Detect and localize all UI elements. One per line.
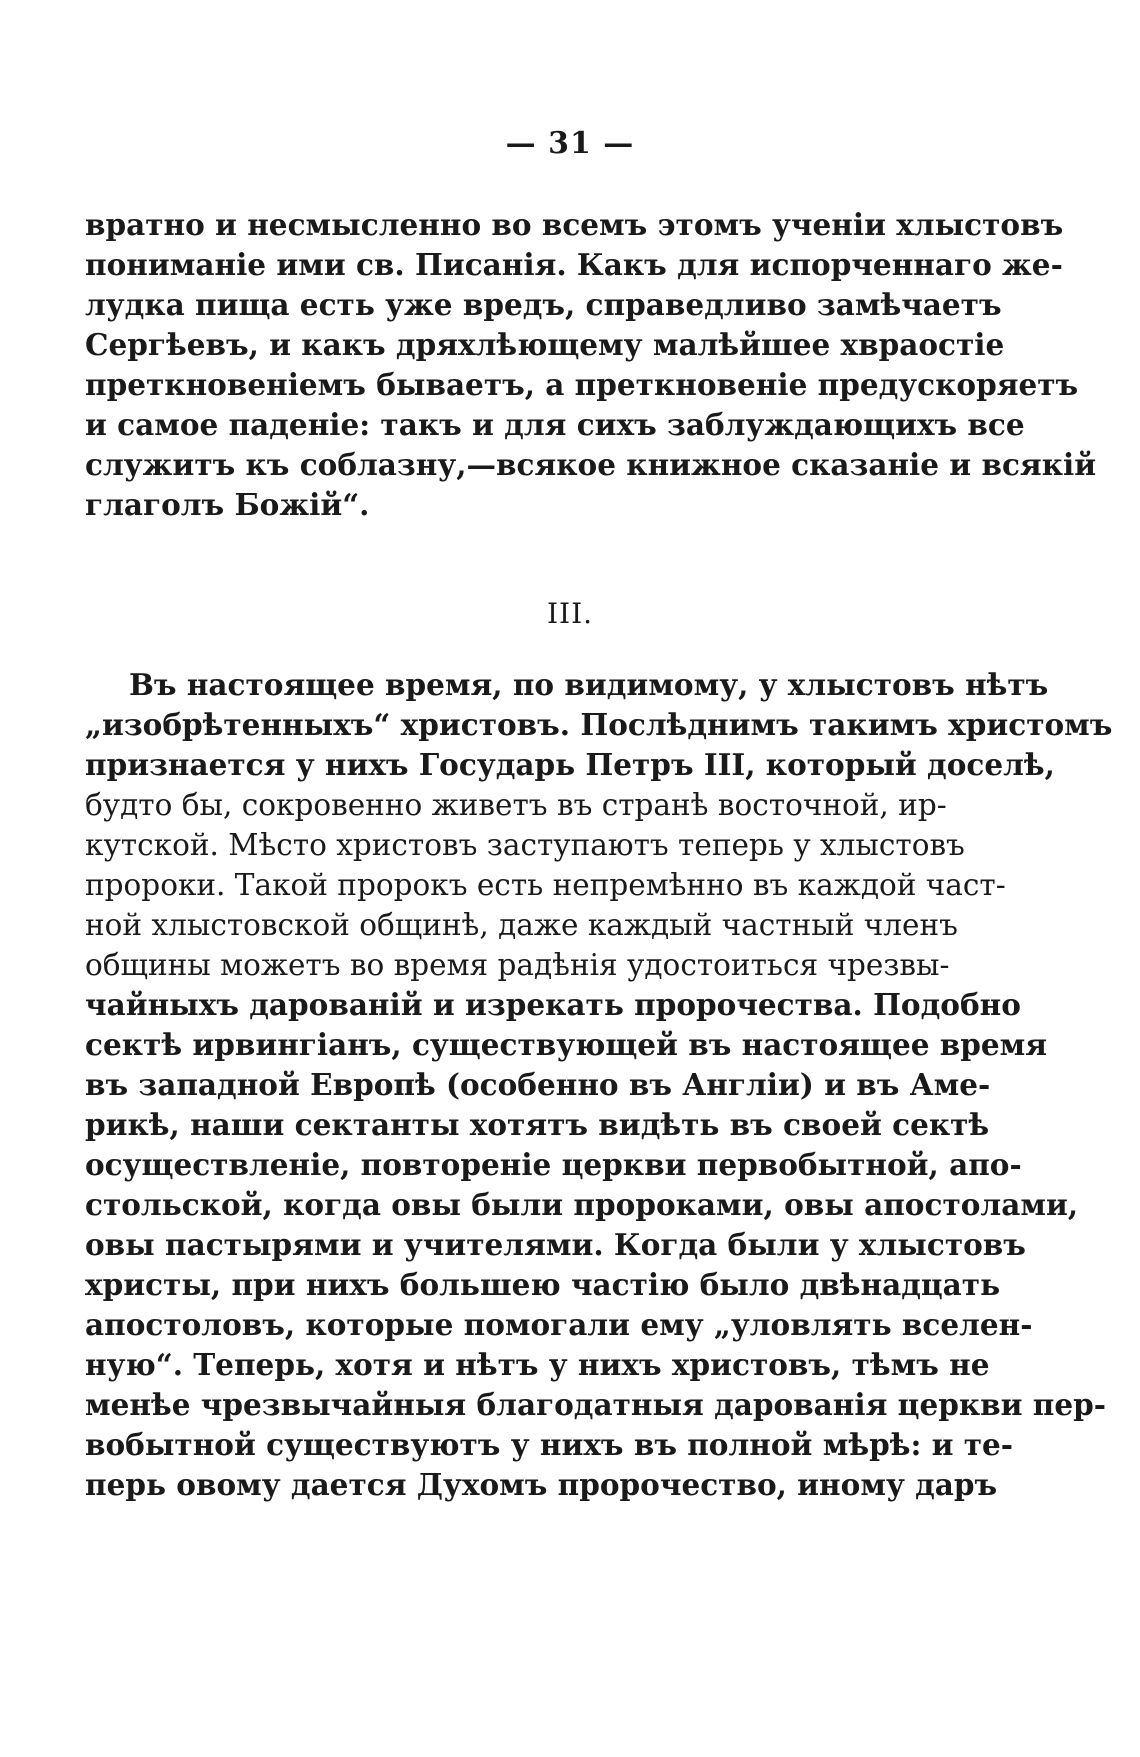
text-line: стольской, когда овы были пророками, овы апостолами, [85, 1187, 1079, 1222]
text-line: служитъ къ соблазну,—всякое книжное сказаніе и всякій [85, 447, 1097, 482]
text-line: въ западной Европѣ (особенно въ Англіи) и въ Аме- [85, 1067, 991, 1102]
text-line: преткновеніемъ бываетъ, а преткновеніе предускоряетъ [85, 367, 1079, 402]
text-line: пониманіе ими св. Писанія. Какъ для испорченнаго же- [85, 247, 1063, 282]
text-line: христы, при нихъ большею частію было двѣнадцать [85, 1267, 1001, 1302]
text-line: рикѣ, наши сектанты хотятъ видѣть въ своей сектѣ [85, 1107, 990, 1142]
text-line: общины можетъ во время радѣнія удостоиться чрезвы- [85, 948, 950, 982]
paragraph-section-3 [85, 665, 1113, 1505]
text-line: чайныхъ дарованій и изрекать пророчества. Подобно [85, 987, 1021, 1022]
text-line: пророки. Такой пророкъ есть непремѣнно въ каждой част- [85, 868, 1006, 902]
text-line: и самое паденіе: такъ и для сихъ заблуждающихъ все [85, 407, 1025, 442]
text-line: будто бы, сокровенно живетъ въ странѣ восточной, ир- [85, 788, 947, 822]
text-line: глаголъ Божій“. [85, 487, 370, 522]
text-line: кутской. Мѣсто христовъ заступаютъ теперь у хлыстовъ [85, 828, 965, 862]
text-line: вратно и несмысленно во всемъ этомъ ученіи хлыстовъ [85, 207, 1064, 242]
paragraph-continuation [85, 205, 1097, 525]
text-line: признается у нихъ Государь Петръ III, который доселѣ, [85, 747, 1055, 782]
text-line: вобытной существуютъ у нихъ въ полной мѣрѣ: и те- [85, 1427, 1014, 1462]
text-line: перь овому дается Духомъ пророчество, иному даръ [85, 1467, 998, 1502]
text-line: осуществленіе, повтореніе церкви первобытной, апо- [85, 1147, 1022, 1182]
text-line: лудка пища есть уже вредъ, справедливо замѣчаетъ [85, 287, 1002, 322]
text-line: овы пастырями и учителями. Когда были у хлыстовъ [85, 1227, 1026, 1262]
page-number: — 31 — [505, 126, 635, 161]
text-line: Въ настоящее время, по видимому, у хлыстовъ нѣтъ [129, 667, 1049, 702]
text-line: сектѣ ирвингіанъ, существующей въ настоящее время [85, 1027, 1048, 1062]
text-line: Сергѣевъ, и какъ дряхлѣющему малѣйшее хвраостіе [85, 327, 1005, 362]
text-line: менѣе чрезвычайныя благодатныя дарованія церкви пер- [85, 1387, 1107, 1422]
text-line: ную“. Теперь, хотя и нѣтъ у нихъ христовъ, тѣмъ не [85, 1347, 990, 1382]
text-line: ной хлыстовской общинѣ, даже каждый частный членъ [85, 908, 958, 942]
section-heading: III. [546, 597, 594, 630]
text-line: апостоловъ, которые помогали ему „уловлять вселен- [85, 1307, 1033, 1342]
text-line: „изобрѣтенныхъ“ христовъ. Послѣднимъ такимъ христомъ [85, 707, 1113, 742]
